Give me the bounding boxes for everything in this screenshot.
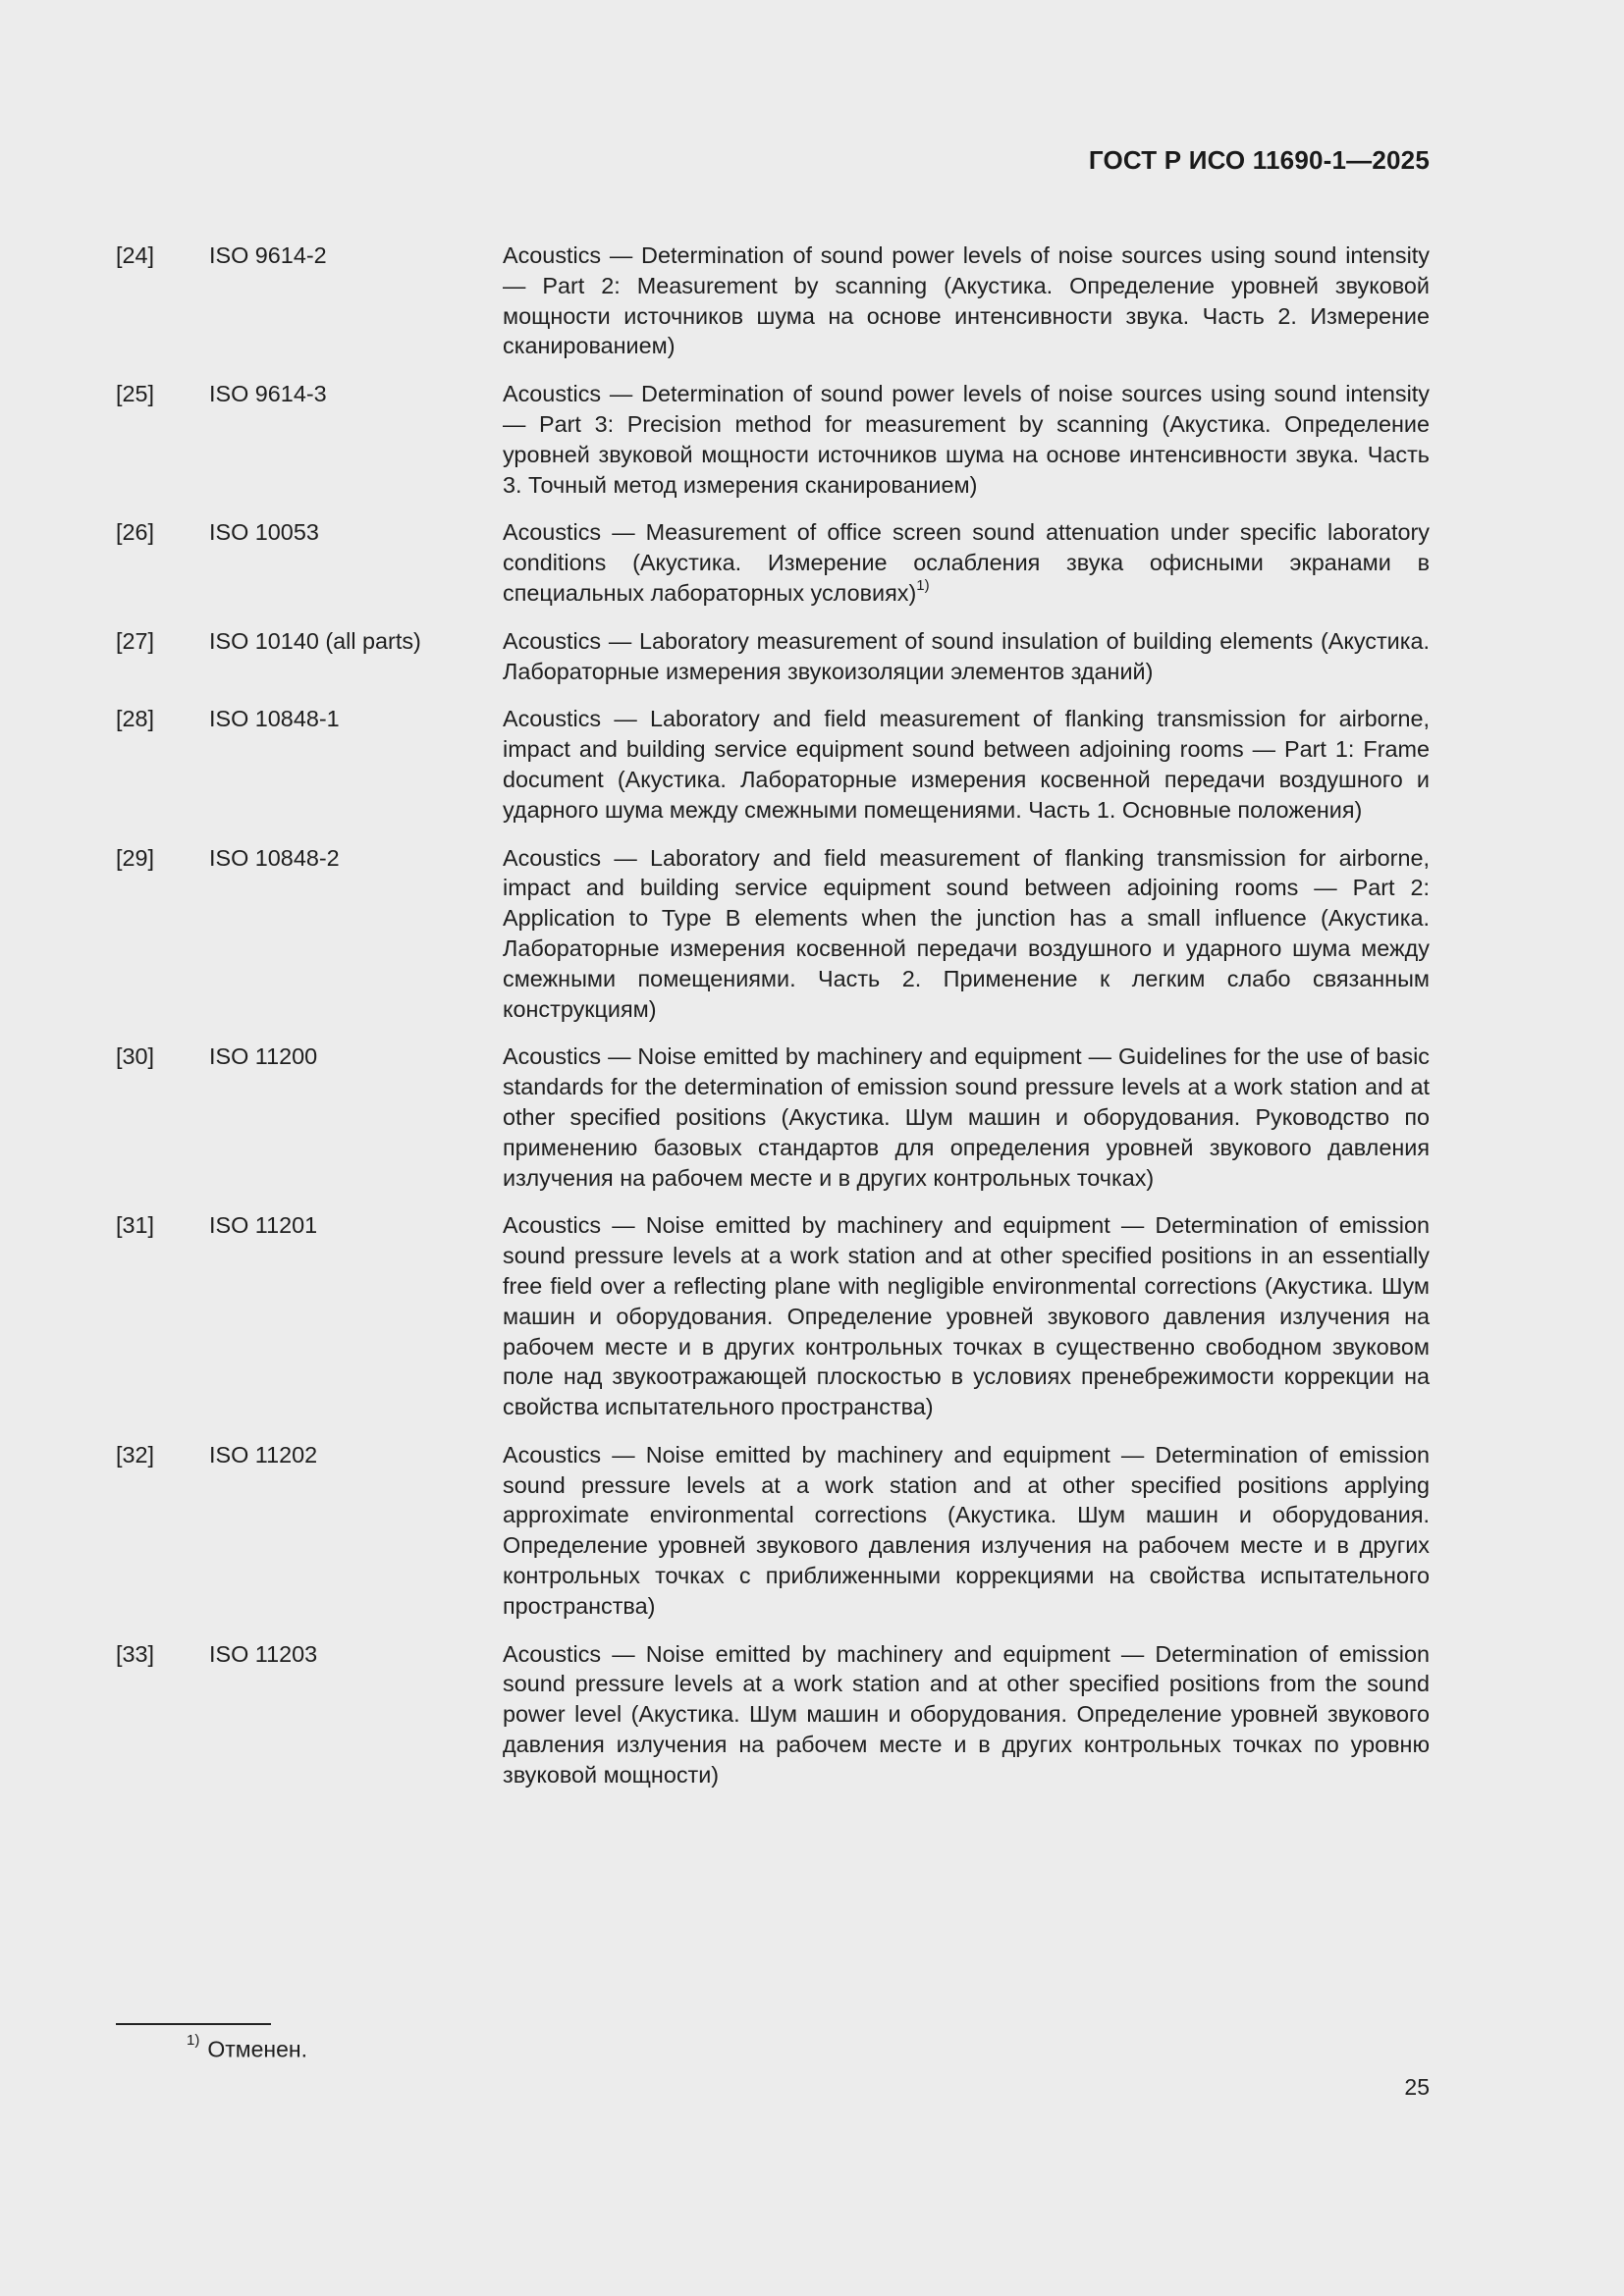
entry-number: [32] bbox=[116, 1441, 155, 1468]
bibliography-entry bbox=[116, 1440, 1430, 1622]
entry-standard-code: ISO 10848-1 bbox=[209, 706, 340, 732]
entry-standard-code: ISO 11203 bbox=[209, 1640, 318, 1667]
entry-standard-code: ISO 10140 (all parts) bbox=[209, 627, 421, 654]
entry-title: Acoustics — Laboratory measurement of sound insulation of building elements (Акустика. Лабораторные измерения звукоизоляции элементов зданий) bbox=[503, 627, 1430, 684]
bibliography-entry bbox=[116, 517, 1430, 608]
entry-title: Acoustics — Noise emitted by machinery and equipment — Guidelines for the use of basic standards for the determination of emission sound pressure levels at a work station and at other specified positions (Акустика. Шум машин и оборудования. Руководство по применению базовых стандартов для определения уровней звукового давления излучения на рабочем месте и в других контрольных точках) bbox=[503, 1043, 1430, 1191]
entry-number: [26] bbox=[116, 519, 155, 546]
entry-number: [33] bbox=[116, 1640, 155, 1667]
bibliography-entry bbox=[116, 1639, 1430, 1790]
bibliography-list bbox=[116, 240, 1430, 1808]
entry-standard-code: ISO 11202 bbox=[209, 1441, 318, 1468]
entry-title-with-footnote bbox=[503, 517, 1430, 608]
entry-number: [29] bbox=[116, 844, 155, 871]
entry-title: Acoustics — Noise emitted by machinery and equipment — Determination of emission sound pressure levels at a work station and at other specified positions from the sound power level (Акустика. Шум машин и оборудования. Определение уровней звукового давления излучения на рабочем месте и в других контрольных точках по уровню звуковой мощности) bbox=[503, 1640, 1430, 1788]
bibliography-entry bbox=[116, 704, 1430, 825]
footnote-divider bbox=[116, 2023, 271, 2025]
page-number: 25 bbox=[1404, 2074, 1430, 2100]
entry-standard-code: ISO 11201 bbox=[209, 1212, 318, 1239]
bibliography-entry bbox=[116, 843, 1430, 1025]
entry-title: Acoustics — Noise emitted by machinery and equipment — Determination of emission sound pressure levels at a work station and at other specified positions in an essentially free field over a reflecting plane with negligible environmental corrections (Акустика. Шум машин и оборудования. Определение уровней звукового давления излучения на рабочем месте и в других контрольных точках в существенно свободном звуковом поле над звукоотражающей плоскостью в условиях пренебрежимости коррекции на свойства испытательного пространства) bbox=[503, 1212, 1430, 1420]
entry-number: [31] bbox=[116, 1212, 155, 1239]
entry-number: [28] bbox=[116, 706, 155, 732]
entry-standard-code: ISO 9614-2 bbox=[209, 242, 327, 268]
footnote-reference-mark[interactable]: 1) bbox=[916, 577, 930, 595]
entry-title: Acoustics — Measurement of office screen sound attenuation under specific laboratory conditions (Акустика. Измерение ослабления звука офисными экранами в специальных лабораторных условиях) bbox=[503, 519, 1430, 606]
entry-title: Acoustics — Determination of sound power levels of noise sources using sound intensity — Part 3: Precision method for measurement by scanning (Акустика. Определение уровней звуковой мощности источников шума на основе интенсивности звука. Часть 3. Точный метод измерения сканированием) bbox=[503, 381, 1430, 498]
entry-title: Acoustics — Laboratory and field measurement of flanking transmission for airborne, impact and building service equipment sound between adjoining rooms — Part 2: Application to Type B elements when the junction has a small influence (Акустика. Лабораторные измерения косвенной передачи воздушного и ударного шума между смежными помещениями. Часть 2. Применение к легким слабо связанным конструкциям) bbox=[503, 844, 1430, 1022]
footnote bbox=[187, 2030, 307, 2064]
entry-number: [30] bbox=[116, 1043, 155, 1070]
entry-standard-code: ISO 9614-3 bbox=[209, 381, 327, 407]
footnote-mark: 1) bbox=[187, 2032, 200, 2049]
entry-standard-code: ISO 10848-2 bbox=[209, 844, 340, 871]
bibliography-entry bbox=[116, 240, 1430, 361]
bibliography-entry bbox=[116, 379, 1430, 500]
bibliography-entry bbox=[116, 1041, 1430, 1193]
bibliography-entry bbox=[116, 626, 1430, 687]
entry-number: [24] bbox=[116, 242, 155, 268]
entry-title: Acoustics — Laboratory and field measurement of flanking transmission for airborne, impact and building service equipment sound between adjoining rooms — Part 1: Frame document (Акустика. Лабораторные измерения косвенной передачи воздушного и ударного шума между смежными помещениями. Часть 1. Основные положения) bbox=[503, 706, 1430, 823]
entry-standard-code: ISO 10053 bbox=[209, 519, 319, 546]
entry-title: Acoustics — Noise emitted by machinery and equipment — Determination of emission sound pressure levels at a work station and at other specified positions applying approximate environmental corrections (Акустика. Шум машин и оборудования. Определение уровней звукового давления излучения на рабочем месте и в других контрольных точках с приближенными коррекциями на свойства испытательного пространства) bbox=[503, 1441, 1430, 1619]
entry-number: [25] bbox=[116, 381, 155, 407]
footnote-text: Отменен. bbox=[207, 2036, 307, 2062]
document-header: ГОСТ Р ИСО 11690-1—2025 bbox=[1088, 145, 1430, 175]
entry-number: [27] bbox=[116, 627, 155, 654]
entry-standard-code: ISO 11200 bbox=[209, 1043, 318, 1070]
bibliography-entry bbox=[116, 1210, 1430, 1422]
entry-title: Acoustics — Determination of sound power levels of noise sources using sound intensity — Part 2: Measurement by scanning (Акустика. Определение уровней звуковой мощности источников шума на основе интенсивности звука. Часть 2. Измерение сканированием) bbox=[503, 242, 1430, 359]
